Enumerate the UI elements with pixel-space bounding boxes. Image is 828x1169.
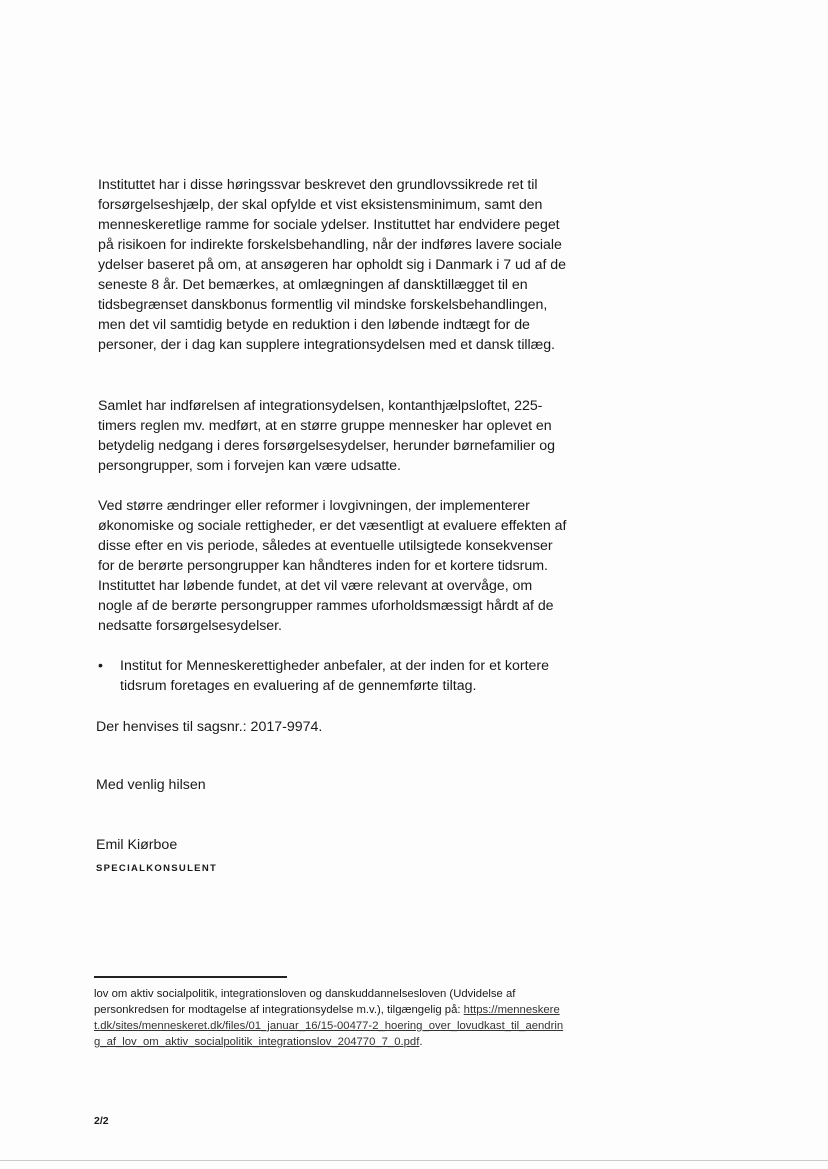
- case-reference: Der henvises til sagsnr.: 2017-9974.: [96, 719, 323, 735]
- footnote-suffix: .: [419, 1036, 423, 1048]
- recommendation-text: Institut for Menneskerettigheder anbefaler, at der inden for et kortere tidsrum foretages en evaluering af de gennemførte tiltag.: [120, 658, 550, 694]
- footnote-divider: [94, 976, 287, 978]
- page-bottom-edge: [0, 1160, 828, 1161]
- signer-title: SPECIALKONSULENT: [96, 863, 218, 874]
- bullet-marker: •: [98, 658, 103, 674]
- footnote-text: lov om aktiv socialpolitik, integrationsloven og danskuddannelsesloven (Udvidelse af personkredsen for modtagelse af integrationsydelse m.v.), tilgængelig på:: [94, 988, 516, 1016]
- footnote: [94, 986, 564, 1050]
- page-number: 2/2: [94, 1115, 109, 1127]
- footnote-link[interactable]: https://menneskeret.dk/sites/menneskeret.dk/files/01_januar_16/15-00477-2_hoering_over_lovudkast_til_aendring_af_lov_om_aktiv_socialpolitik_integrationslov_204770_7_0.pdf: [94, 1004, 564, 1048]
- paragraph-benefit-reduction: Samlet har indførelsen af integrationsydelsen, kontanthjælpsloftet, 225-timers reglen mv. medført, at en større gruppe mennesker har oplevet en betydelig nedgang i deres forsørgelsesydelser, herunder børnefamilier og persongrupper, som i forvejen kan være udsatte.: [98, 398, 555, 474]
- recommendation-bullet: [98, 656, 568, 696]
- paragraph-constitutional-right: Instituttet har i disse høringssvar beskrevet den grundlovssikrede ret til forsørgelseshjælp, der skal opfylde et vist eksistensminimum, samt den menneskeretlige ramme for sociale ydelser. Instituttet har endvidere peget på risikoen for indirekte forskelsbehandling, når der indføres lavere sociale ydelser baseret på om, at ansøgeren har opholdt sig i Danmark i 7 ud af de seneste 8 år. Det bemærkes, at omlægningen af dansktillægget til en tidsbegrænset danskbonus formentlig vil mindske forskelsbehandlingen, men det vil samtidig betyde en reduktion i den løbende indtægt for de personer, der i dag kan supplere integrationsydelsen med et dansk tillæg.: [98, 177, 566, 353]
- closing-greeting: Med venlig hilsen: [96, 777, 206, 793]
- signer-name: Emil Kiørboe: [96, 837, 178, 853]
- paragraph-evaluation-need: Ved større ændringer eller reformer i lovgivningen, der implementerer økonomiske og sociale rettigheder, er det væsentligt at evaluere effekten af disse efter en vis periode, således at eventuelle utilsigtede konsekvenser for de berørte persongrupper kan håndteres inden for et kortere tidsrum. Instituttet har løbende fundet, at det vil være relevant at overvåge, om nogle af de berørte persongrupper rammes uforholdsmæssigt hårdt af de nedsatte forsørgelsesydelser.: [98, 498, 567, 634]
